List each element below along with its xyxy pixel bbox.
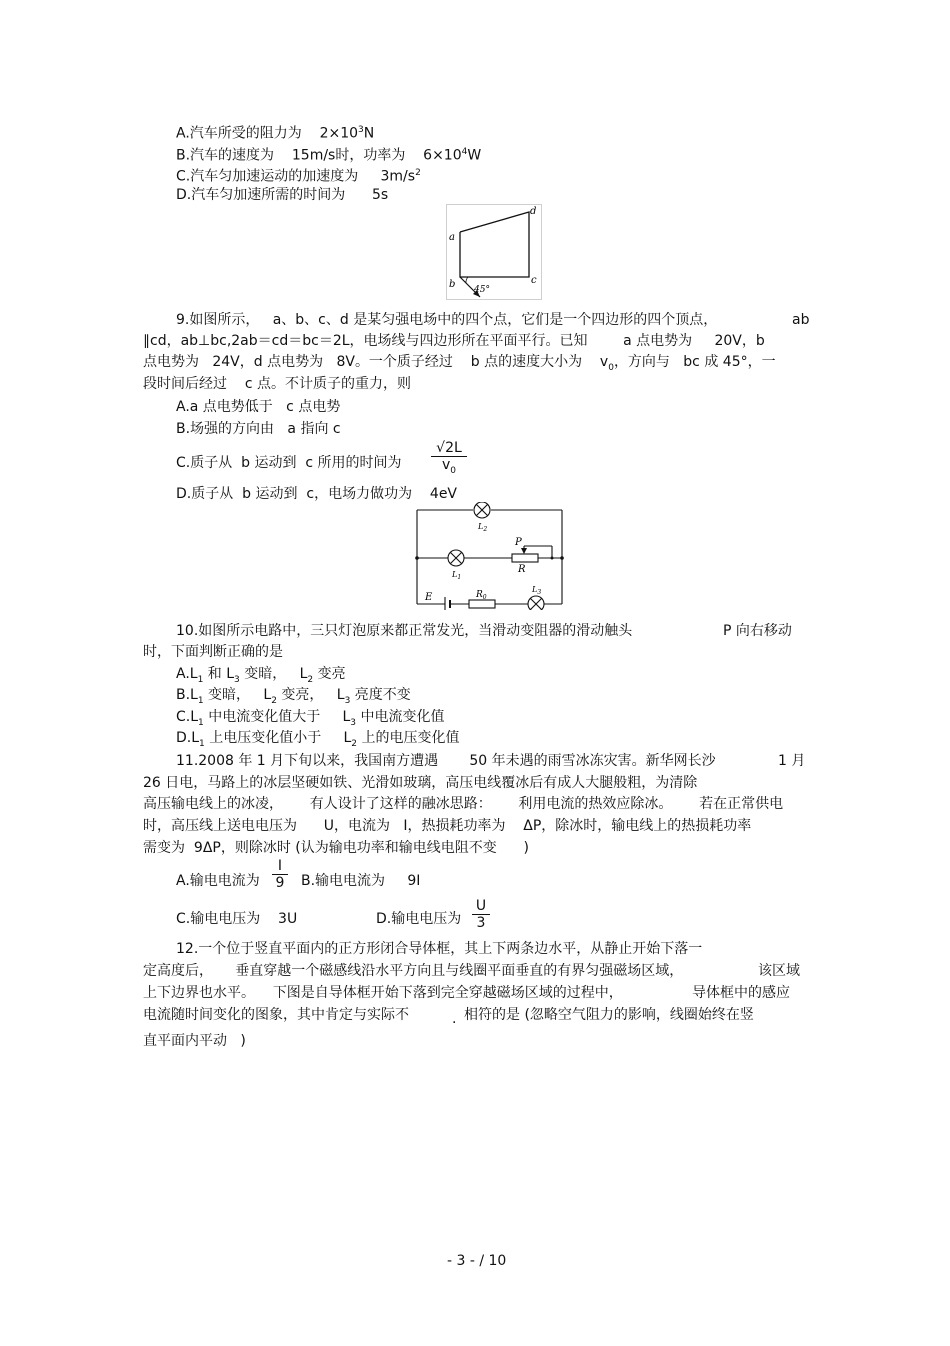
label-R: R xyxy=(518,564,526,575)
q10-line-1-end: P 向右移动 xyxy=(723,623,792,639)
q11-line-5: 需变为 9ΔP，则除冰时 (认为输电功率和输电线电阻不变 ) xyxy=(143,840,529,856)
label-R0: $R_0$ xyxy=(476,590,487,601)
q12-line-2: 定高度后， 垂直穿越一个磁感线沿水平方向且与线圈平面垂直的有界匀强磁场区域， xyxy=(143,963,684,979)
q9-option-a: A.a 点电势低于 c 点电势 xyxy=(176,399,341,415)
label-a: a xyxy=(449,232,455,243)
q11-line-2: 26 日电，马路上的冰层坚硬如铁、光滑如玻璃，高压电线覆冰后有成人大腿般粗，为清除 xyxy=(143,775,698,791)
q11-line-3: 高压输电线上的冰凌， 有人设计了这样的融冰思路： 利用电流的热效应除冰。 若在正常供电 xyxy=(143,796,784,812)
q9-option-b: B.场强的方向由 a 指向 c xyxy=(176,421,341,437)
q11-line-4: 时，高压线上送电电压为 U，电流为 I，热损耗功率为 ΔP，除冰时，输电线上的热损耗功率 xyxy=(143,818,752,834)
q11-line-1-end: 1 月 xyxy=(778,753,806,769)
q9-line-3: 点电势为 24V，d 点电势为 8V。一个质子经过 b 点的速度大小为 $v_0$，方向与 bc 成 45°，一 xyxy=(143,354,776,373)
q8-option-b: B.汽车的速度为 15m/s时，功率为 $6\times 10^4W$ xyxy=(176,147,482,164)
q12-line-4: 电流随时间变化的图象，其中肯定与实际不 xyxy=(143,1007,409,1023)
q9-line-1: 9.如图所示， a、b、c、d 是某匀强电场中的四个点，它们是一个四边形的四个顶点， xyxy=(176,312,718,328)
label-L2-top: $L_2$ xyxy=(478,522,488,533)
label-c: c xyxy=(531,275,537,286)
q11-line-1: 11.2008 年 1 月下旬以来，我国南方遭遇 50 年未遇的雨雪冰冻灾害。新华网长沙 xyxy=(176,753,716,769)
q9-quadrilateral-figure xyxy=(446,204,542,300)
q10-line-1: 10.如图所示电路中，三只灯泡原来都正常发光，当滑动变阻器的滑动触头 xyxy=(176,623,633,639)
label-P: P xyxy=(515,537,522,548)
q8-option-a: A.汽车所受的阻力为 $2\times 10^3N$ xyxy=(176,125,375,142)
label-L3: $L_3$ xyxy=(532,585,542,596)
page-number: - 3 - / 10 xyxy=(447,1253,507,1269)
q11-option-d-fraction: U 3 xyxy=(472,899,490,930)
q9-option-d: D.质子从 b 运动到 c，电场力做功为 4eV xyxy=(176,486,458,502)
q12-line-3: 上下边界也水平。 下图是自导体框开始下落到完全穿越磁场区域的过程中， xyxy=(143,985,623,1001)
label-b: b xyxy=(449,279,456,290)
q12-dot-mark: . xyxy=(452,1011,457,1027)
label-L1: $L_1$ xyxy=(452,570,462,581)
label-d: d xyxy=(530,206,537,217)
q12-line-1: 12.一个位于竖直平面内的正方形闭合导体框，其上下两条边水平，从静止开始下落一 xyxy=(176,941,703,957)
label-angle: 45° xyxy=(474,285,490,295)
q10-option-a: $A.L_1$ 和 $L_3$ 变暗， $L_2$ 变亮 xyxy=(176,666,346,685)
q8-option-d: D.汽车匀加速所需的时间为 5s xyxy=(176,187,389,203)
q11-option-c: C.输电电压为 3U xyxy=(176,911,298,927)
q10-option-b: $B.L_1$ 变暗， $L_2$ 变亮， $L_3$ 亮度不变 xyxy=(176,687,411,706)
q10-option-c: $C.L_1$ 中电流变化值大于 $L_3$ 中电流变化值 xyxy=(176,709,445,728)
q11-option-d: D.输电电压为 xyxy=(376,911,462,927)
q11-option-a: A.输电电流为 xyxy=(176,873,260,889)
label-E: E xyxy=(425,592,433,603)
q12-line-2-end: 该区域 xyxy=(758,963,800,979)
q12-line-5: 直平面内平动 ) xyxy=(143,1033,246,1049)
q10-line-2: 时，下面判断正确的是 xyxy=(143,644,283,660)
q12-line-4-end: 相符的是 (忽略空气阻力的影响，线圈始终在竖 xyxy=(464,1007,754,1023)
q9-option-c-fraction: √2L $v_0$ xyxy=(431,441,467,478)
q8-option-c: C.汽车匀加速运动的加速度为 $3m/s^2$ xyxy=(176,168,421,185)
q11-option-b: B.输电电流为 9I xyxy=(301,873,421,889)
q10-circuit-figure xyxy=(412,502,568,610)
q12-line-3-end: 导体框中的感应 xyxy=(692,985,790,1001)
q9-option-c: C.质子从 b 运动到 c 所用的时间为 xyxy=(176,455,402,471)
q11-option-a-fraction: I 9 xyxy=(272,859,288,890)
q9-line-2: ∥cd，ab⊥bc,2ab＝cd＝bc＝2L，电场线与四边形所在平面平行。已知 a 点电势为 20V，b xyxy=(143,333,765,349)
q10-option-d: $D.L_1$ 上电压变化值小于 $L_2$ 上的电压变化值 xyxy=(176,730,460,749)
q9-line-4: 段时间后经过 c 点。不计质子的重力，则 xyxy=(143,376,411,392)
q9-line-1-end: ab xyxy=(792,312,810,328)
